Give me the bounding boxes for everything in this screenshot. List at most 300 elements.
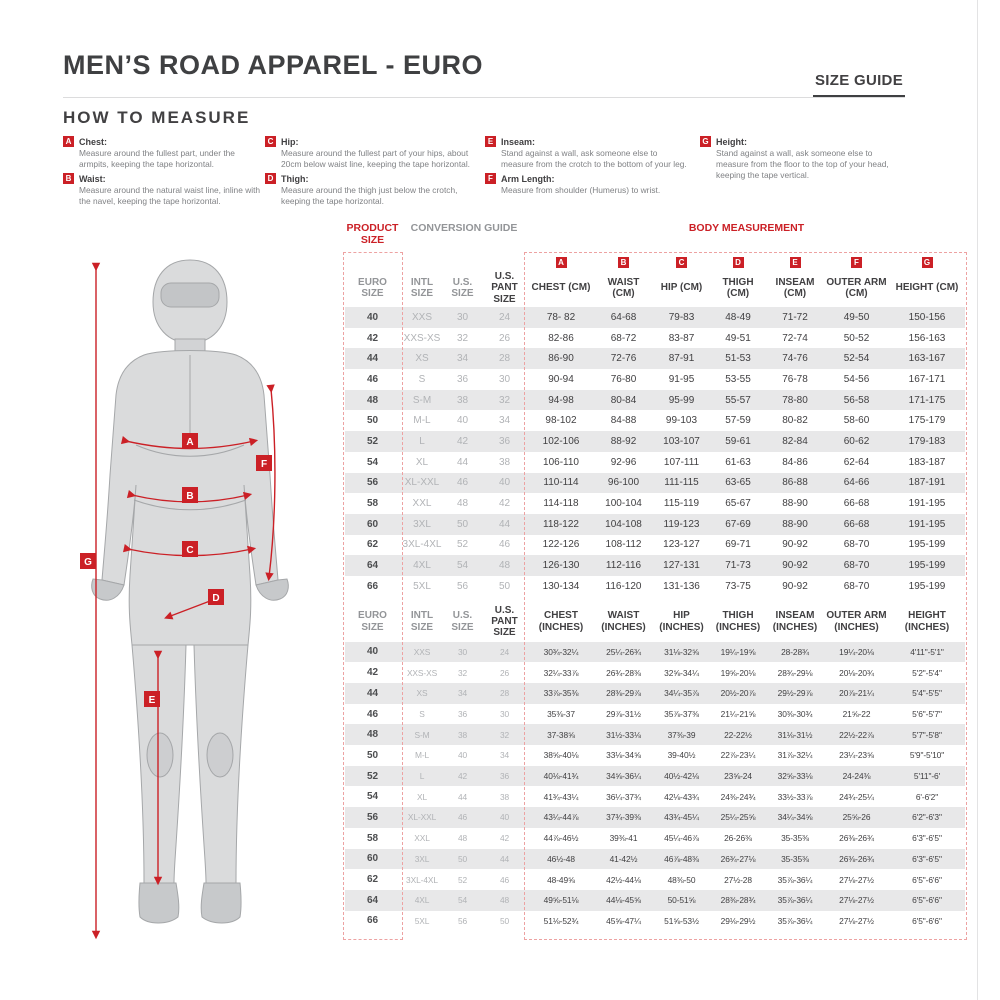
euro-size-cell: 52	[367, 770, 378, 782]
us-pant-size-cell: 44	[498, 518, 511, 530]
table-row	[345, 390, 965, 411]
waist-cell: 44⅛-45⅝	[606, 895, 641, 906]
inseam-cell: 28-28¾	[781, 646, 809, 657]
measure-letter-badge: B	[63, 173, 74, 184]
column-header: CHEST (INCHES)	[538, 610, 584, 633]
intl-size-cell: S	[418, 373, 426, 385]
thigh-cell: 71-73	[725, 560, 751, 572]
waist-cell: 104-108	[605, 518, 642, 530]
us-pant-size-cell: 48	[499, 895, 510, 906]
hip-cell: 39-40½	[667, 750, 696, 761]
waist-cell: 31½-33⅛	[606, 729, 641, 740]
thigh-cell: 22-22½	[724, 729, 752, 740]
inseam-cell: 33½-33⅞	[777, 791, 813, 802]
us-size-cell: 38	[456, 394, 469, 406]
us-pant-size-cell: 26	[499, 667, 510, 678]
body-measurement-group-header: BODY MEASUREMENT	[688, 222, 805, 234]
hip-cell: 111-115	[664, 477, 699, 489]
outer-arm-cell: 26⅜-26¾	[839, 853, 874, 864]
inseam-cell: 71-72	[782, 311, 808, 323]
chest-cell: 38⅝-40⅛	[543, 750, 579, 761]
page-title: MEN’S ROAD APPAREL - EURO	[63, 50, 484, 80]
chest-cell: 98-102	[545, 415, 577, 427]
thigh-cell: 67-69	[725, 518, 751, 530]
waist-cell: 28⅜-29⅞	[606, 688, 641, 699]
intl-size-cell: M-L	[413, 415, 431, 427]
chest-cell: 49⅝-51⅛	[543, 895, 579, 906]
euro-size-cell: 66	[366, 580, 379, 592]
table-row	[345, 849, 965, 870]
table-row	[345, 369, 965, 390]
inseam-cell: 80-82	[782, 415, 808, 427]
us-size-cell: 30	[456, 311, 469, 323]
waist-cell: 33⅛-34⅝	[606, 750, 641, 761]
measure-instruction	[265, 173, 485, 207]
height-cell: 4'11"-5'1"	[910, 646, 944, 657]
outer-arm-cell: 68-70	[843, 560, 870, 572]
measure-text: Measure around the fullest part, under the armpits, keeping the tape horizontal.	[79, 148, 235, 170]
column-letter-badge: B	[618, 257, 629, 268]
marker-e: E	[148, 695, 156, 706]
column-letter-badge: A	[556, 257, 567, 268]
hip-cell: 127-131	[663, 560, 700, 572]
inseam-cell: 78-80	[782, 394, 808, 406]
us-pant-size-cell: 50	[499, 915, 510, 926]
euro-size-cell: 50	[366, 415, 379, 427]
chest-cell: 126-130	[542, 560, 580, 572]
chest-cell: 46½-48	[547, 853, 575, 864]
us-pant-size-cell: 28	[499, 688, 510, 699]
table-row	[345, 514, 965, 535]
intl-size-cell: XL	[416, 791, 428, 802]
us-size-cell: 42	[457, 771, 468, 782]
marker-a: A	[186, 437, 194, 448]
euro-size-cell: 58	[366, 498, 379, 510]
hip-cell: 40½-42⅛	[664, 771, 699, 782]
height-cell: 195-199	[908, 539, 946, 551]
euro-size-cell: 56	[367, 811, 378, 823]
us-pant-size-cell: 40	[498, 477, 511, 489]
measure-name: Waist:	[79, 173, 106, 184]
waist-cell: 92-96	[610, 456, 637, 468]
height-cell: 5'7"-5'8"	[912, 729, 942, 740]
height-cell: 195-199	[908, 580, 946, 592]
chest-cell: 48-49⅝	[547, 874, 575, 885]
measure-text: Measure around the fullest part of your hips, about 20cm below waist line, keeping the tape horizontal.	[281, 148, 471, 170]
euro-size-cell: 62	[367, 874, 378, 886]
table-row	[345, 328, 965, 349]
inseam-cell: 90-92	[782, 580, 808, 592]
us-pant-size-cell: 30	[498, 373, 511, 385]
column-header: OUTER ARM (INCHES)	[826, 610, 887, 633]
measure-letter-badge: C	[265, 136, 276, 147]
table-row	[345, 766, 965, 787]
thigh-cell: 57-59	[725, 415, 751, 427]
outer-arm-cell: 27⅛-27½	[839, 895, 874, 906]
thigh-cell: 25¼-25⅝	[720, 812, 756, 823]
inseam-cell: 29½-29⅞	[777, 688, 813, 699]
size-table	[345, 222, 965, 931]
table-row	[345, 683, 965, 704]
us-size-cell: 40	[457, 750, 468, 761]
column-header: INSEAM (INCHES)	[772, 610, 818, 633]
outer-arm-cell: 64-66	[843, 477, 870, 489]
height-cell: 183-187	[908, 456, 946, 468]
column-letter-badge: F	[851, 257, 862, 268]
thigh-cell: 51-53	[725, 353, 751, 365]
thigh-cell: 26-26⅜	[724, 833, 752, 844]
outer-arm-cell: 68-70	[843, 539, 870, 551]
marker-b: B	[186, 491, 194, 502]
chest-cell: 32¼-33⅞	[543, 667, 579, 678]
table-row	[345, 786, 965, 807]
euro-size-cell: 62	[366, 539, 379, 551]
thigh-cell: 24⅜-24¾	[720, 791, 756, 802]
table-row	[345, 911, 965, 932]
euro-size-cell: 46	[367, 708, 378, 720]
intl-size-cell: XXS	[411, 311, 432, 323]
us-pant-size-cell: 24	[498, 311, 511, 323]
cm-header-row	[345, 269, 965, 307]
column-header: INSEAM (CM)	[775, 276, 815, 299]
measure-letter-cell	[766, 252, 824, 270]
euro-size-cell: 46	[366, 373, 379, 385]
chest-cell: 40⅛-41¾	[543, 771, 579, 782]
measure-letter-cell	[653, 252, 710, 270]
waist-cell: 64-68	[610, 311, 637, 323]
chest-cell: 130-134	[542, 580, 580, 592]
thigh-cell: 63-65	[725, 477, 751, 489]
outer-arm-cell: 60-62	[843, 435, 870, 447]
measure-name: Inseam:	[501, 136, 536, 147]
intl-size-cell: XXS-XS	[406, 667, 438, 678]
waist-cell: 72-76	[610, 353, 637, 365]
height-cell: 6'2"-6'3"	[912, 812, 942, 823]
inseam-cell: 35-35⅜	[781, 853, 809, 864]
hip-cell: 48⅜-50	[667, 874, 696, 885]
euro-size-cell: 50	[367, 749, 378, 761]
marker-g: G	[84, 557, 92, 568]
outer-arm-cell: 27⅛-27½	[839, 874, 874, 885]
euro-size-cell: 42	[367, 667, 378, 679]
measure-letter-cell	[889, 252, 965, 270]
measure-instruction	[63, 173, 263, 207]
us-pant-size-cell: 36	[498, 435, 511, 447]
chest-cell: 122-126	[542, 539, 580, 551]
height-cell: 5'6"-5'7"	[912, 709, 942, 720]
euro-size-cell: 52	[366, 435, 379, 447]
us-size-cell: 32	[457, 667, 468, 678]
us-size-cell: 42	[456, 435, 469, 447]
thigh-cell: 20½-20⅞	[720, 688, 756, 699]
thigh-cell: 55-57	[725, 394, 751, 406]
waist-cell: 76-80	[610, 373, 637, 385]
intl-size-cell: S	[419, 709, 425, 720]
us-pant-size-cell: 28	[498, 353, 511, 365]
waist-cell: 112-116	[605, 560, 642, 572]
us-size-cell: 36	[457, 709, 468, 720]
hip-cell: 43¾-45¼	[664, 812, 699, 823]
height-cell: 6'5"-6'6"	[912, 915, 942, 926]
hip-cell: 87-91	[668, 353, 695, 365]
height-cell: 167-171	[908, 373, 946, 385]
intl-size-cell: 3XL	[414, 853, 430, 864]
intl-size-cell: 3XL	[413, 518, 431, 530]
height-cell: 150-156	[908, 311, 946, 323]
column-header: THIGH (CM)	[722, 276, 754, 299]
table-group-headers	[345, 222, 965, 252]
us-size-cell: 48	[457, 833, 468, 844]
column-header: HEIGHT (CM)	[895, 282, 959, 294]
table-row	[345, 410, 965, 431]
thigh-cell: 21¼-21⅝	[720, 709, 756, 720]
euro-size-cell: 60	[366, 518, 379, 530]
height-cell: 5'11"-6'	[913, 771, 941, 782]
outer-arm-cell: 24¾-25¼	[839, 791, 874, 802]
height-cell: 6'3"-6'5"	[912, 833, 942, 844]
thigh-cell: 28⅜-28¾	[720, 895, 756, 906]
us-size-cell: 54	[457, 895, 468, 906]
column-header: WAIST (CM)	[607, 276, 640, 299]
chest-cell: 102-106	[542, 435, 580, 447]
column-letter-badge: G	[922, 257, 933, 268]
page-edge-divider	[977, 0, 978, 1000]
column-header: EURO SIZE	[358, 610, 387, 633]
waist-cell: 29⅞-31½	[606, 709, 641, 720]
chest-cell: 35⅜-37	[547, 709, 575, 720]
us-size-cell: 52	[456, 539, 469, 551]
outer-arm-cell: 23¼-23⅝	[839, 750, 874, 761]
inseam-cell: 35⅞-36¼	[777, 915, 813, 926]
hip-cell: 103-107	[663, 435, 700, 447]
measure-letter-cell	[528, 252, 594, 270]
intl-size-cell: 3XL-4XL	[406, 874, 438, 885]
measure-letter-cell	[824, 252, 889, 270]
euro-size-cell: 54	[367, 791, 378, 803]
column-letter-badge: D	[733, 257, 744, 268]
hip-cell: 119-123	[663, 518, 700, 530]
euro-size-cell: 64	[367, 894, 378, 906]
us-size-cell: 34	[457, 688, 468, 699]
inch-rows	[345, 642, 965, 932]
inseam-cell: 35⅞-36¼	[777, 895, 813, 906]
hip-cell: 32⅝-34¼	[664, 667, 699, 678]
outer-arm-cell: 49-50	[843, 311, 870, 323]
chest-cell: 114-118	[543, 498, 579, 510]
chest-cell: 41¾-43¼	[543, 791, 579, 802]
outer-arm-cell: 50-52	[843, 332, 870, 344]
outer-arm-cell: 62-64	[843, 456, 870, 468]
intl-size-cell: XL-XXL	[407, 812, 437, 823]
height-cell: 156-163	[908, 332, 946, 344]
outer-arm-cell: 54-56	[843, 373, 870, 385]
hip-cell: 51⅝-53½	[664, 915, 699, 926]
us-size-cell: 32	[456, 332, 469, 344]
thigh-cell: 48-49	[725, 311, 751, 323]
inseam-cell: 31⅞-32¼	[777, 750, 813, 761]
height-cell: 5'9"-5'10"	[909, 750, 945, 761]
thigh-cell: 69-71	[725, 539, 751, 551]
us-size-cell: 40	[456, 415, 469, 427]
column-header: U.S. SIZE	[451, 276, 474, 299]
inches-header-row	[345, 602, 965, 642]
height-cell: 6'5"-6'6"	[912, 874, 942, 885]
euro-size-cell: 66	[367, 915, 378, 927]
thigh-cell: 73-75	[725, 580, 751, 592]
hip-cell: 99-103	[665, 415, 698, 427]
measure-instructions-column-1	[63, 136, 263, 210]
chest-cell: 43¼-44⅞	[543, 812, 579, 823]
outer-arm-cell: 19¼-20⅛	[839, 646, 874, 657]
measure-name: Hip:	[281, 136, 299, 147]
measure-text: Stand against a wall, ask someone else to measure from the floor to the top of your head, keeping the tape vertical.	[716, 148, 889, 181]
intl-size-cell: XXL	[414, 833, 430, 844]
table-row	[345, 307, 965, 328]
hip-cell: 34¼-35⅞	[664, 688, 699, 699]
table-row	[345, 724, 965, 745]
us-size-cell: 56	[456, 580, 469, 592]
waist-cell: 25¼-26¾	[606, 646, 641, 657]
thigh-cell: 19⅝-20⅛	[720, 667, 756, 678]
euro-size-cell: 58	[367, 832, 378, 844]
table-row	[345, 662, 965, 683]
waist-cell: 100-104	[605, 498, 642, 510]
us-size-cell: 56	[457, 915, 468, 926]
euro-size-cell: 54	[366, 456, 379, 468]
thigh-cell: 22⅞-23¼	[720, 750, 756, 761]
table-row	[345, 555, 965, 576]
inseam-cell: 34¼-34⅝	[777, 812, 813, 823]
chest-cell: 51⅛-52¾	[543, 915, 579, 926]
hip-cell: 79-83	[668, 311, 695, 323]
table-row	[345, 535, 965, 556]
us-size-cell: 54	[456, 560, 469, 572]
waist-cell: 96-100	[607, 477, 640, 489]
measure-name: Chest:	[79, 136, 108, 147]
outer-arm-cell: 20⅛-20¾	[839, 667, 874, 678]
hip-cell: 131-136	[663, 580, 700, 592]
height-cell: 6'-6'2"	[915, 791, 939, 802]
measure-name: Height:	[716, 136, 747, 147]
euro-size-cell: 44	[367, 687, 378, 699]
waist-cell: 45⅝-47¼	[606, 915, 641, 926]
hip-cell: 45¼-46⅞	[664, 833, 699, 844]
us-size-cell: 48	[456, 498, 469, 510]
cm-rows	[345, 307, 965, 597]
us-pant-size-cell: 36	[499, 771, 510, 782]
measure-letter-cell	[444, 252, 481, 270]
us-size-cell: 46	[456, 477, 469, 489]
thigh-cell: 53-55	[725, 373, 751, 385]
conversion-guide-group-header: CONVERSION GUIDE	[410, 222, 518, 234]
rider-figure-illustration	[40, 245, 340, 950]
outer-arm-cell: 66-68	[843, 498, 870, 510]
column-letter-badge: C	[676, 257, 687, 268]
intl-size-cell: XS	[416, 688, 428, 699]
table-row	[345, 869, 965, 890]
column-header: INTL SIZE	[410, 610, 434, 633]
hip-cell: 46⅞-48⅜	[664, 853, 699, 864]
euro-size-cell: 40	[367, 646, 378, 658]
table-row	[345, 493, 965, 514]
column-header: U.S. PANT SIZE	[491, 271, 518, 305]
outer-arm-cell: 66-68	[843, 518, 870, 530]
hip-cell: 50-51⅝	[667, 895, 696, 906]
column-header: WAIST (INCHES)	[601, 610, 646, 633]
us-size-cell: 36	[456, 373, 469, 385]
outer-arm-cell: 27⅛-27½	[839, 915, 874, 926]
table-row	[345, 348, 965, 369]
thigh-cell: 23⅝-24	[724, 771, 752, 782]
inseam-cell: 72-74	[782, 332, 808, 344]
column-header: INTL SIZE	[410, 276, 434, 299]
measure-letter-badge: A	[63, 136, 74, 147]
measure-instructions-column-3	[485, 136, 690, 199]
column-header: HIP (INCHES)	[659, 610, 704, 633]
us-pant-size-cell: 38	[499, 791, 510, 802]
measure-instruction	[485, 173, 690, 196]
inseam-cell: 35-35⅜	[781, 833, 809, 844]
outer-arm-cell: 25⅝-26	[842, 812, 871, 823]
inseam-cell: 76-78	[782, 373, 808, 385]
marker-f: F	[260, 459, 268, 470]
us-pant-size-cell: 40	[499, 812, 510, 823]
height-cell: 191-195	[908, 498, 946, 510]
tab-size-guide[interactable]: SIZE GUIDE	[813, 72, 905, 98]
waist-cell: 68-72	[610, 332, 637, 344]
chest-cell: 118-122	[543, 518, 579, 530]
outer-arm-cell: 24-24⅜	[842, 771, 871, 782]
column-header: THIGH (INCHES)	[715, 610, 761, 633]
height-cell: 163-167	[908, 353, 946, 365]
outer-arm-cell: 68-70	[843, 580, 870, 592]
euro-size-cell: 40	[366, 311, 379, 323]
hip-cell: 123-127	[663, 539, 700, 551]
measure-name: Thigh:	[281, 173, 309, 184]
waist-cell: 88-92	[610, 435, 637, 447]
column-header: CHEST (CM)	[531, 282, 591, 294]
height-cell: 5'4"-5'5"	[912, 688, 942, 699]
measure-name: Arm Length:	[501, 173, 555, 184]
height-cell: 171-175	[908, 394, 946, 406]
waist-cell: 34⅝-36¼	[606, 771, 641, 782]
inseam-cell: 86-88	[782, 477, 808, 489]
chest-cell: 106-110	[543, 456, 579, 468]
intl-size-cell: 4XL	[413, 560, 431, 572]
us-pant-size-cell: 42	[498, 498, 511, 510]
column-header: HIP (CM)	[660, 282, 703, 294]
chest-cell: 30¾-32¼	[543, 646, 579, 657]
height-cell: 5'2"-5'4"	[912, 667, 942, 678]
outer-arm-cell: 58-60	[843, 415, 870, 427]
table-row	[345, 642, 965, 663]
inseam-cell: 31⅛-31½	[777, 729, 813, 740]
waist-cell: 36¼-37¾	[606, 791, 641, 802]
euro-size-cell: 44	[366, 353, 379, 365]
inseam-cell: 84-86	[782, 456, 808, 468]
intl-size-cell: XXL	[412, 498, 432, 510]
measure-letters-row	[345, 252, 965, 269]
waist-cell: 42½-44⅛	[606, 874, 641, 885]
measure-letter-cell	[345, 252, 400, 270]
inseam-cell: 35⅞-36¼	[777, 874, 813, 885]
intl-size-cell: S-M	[414, 729, 430, 740]
table-row	[345, 807, 965, 828]
us-pant-size-cell: 32	[498, 394, 511, 406]
inseam-cell: 90-92	[782, 539, 808, 551]
inseam-cell: 82-84	[782, 435, 808, 447]
height-cell: 6'3"-6'5"	[912, 853, 942, 864]
